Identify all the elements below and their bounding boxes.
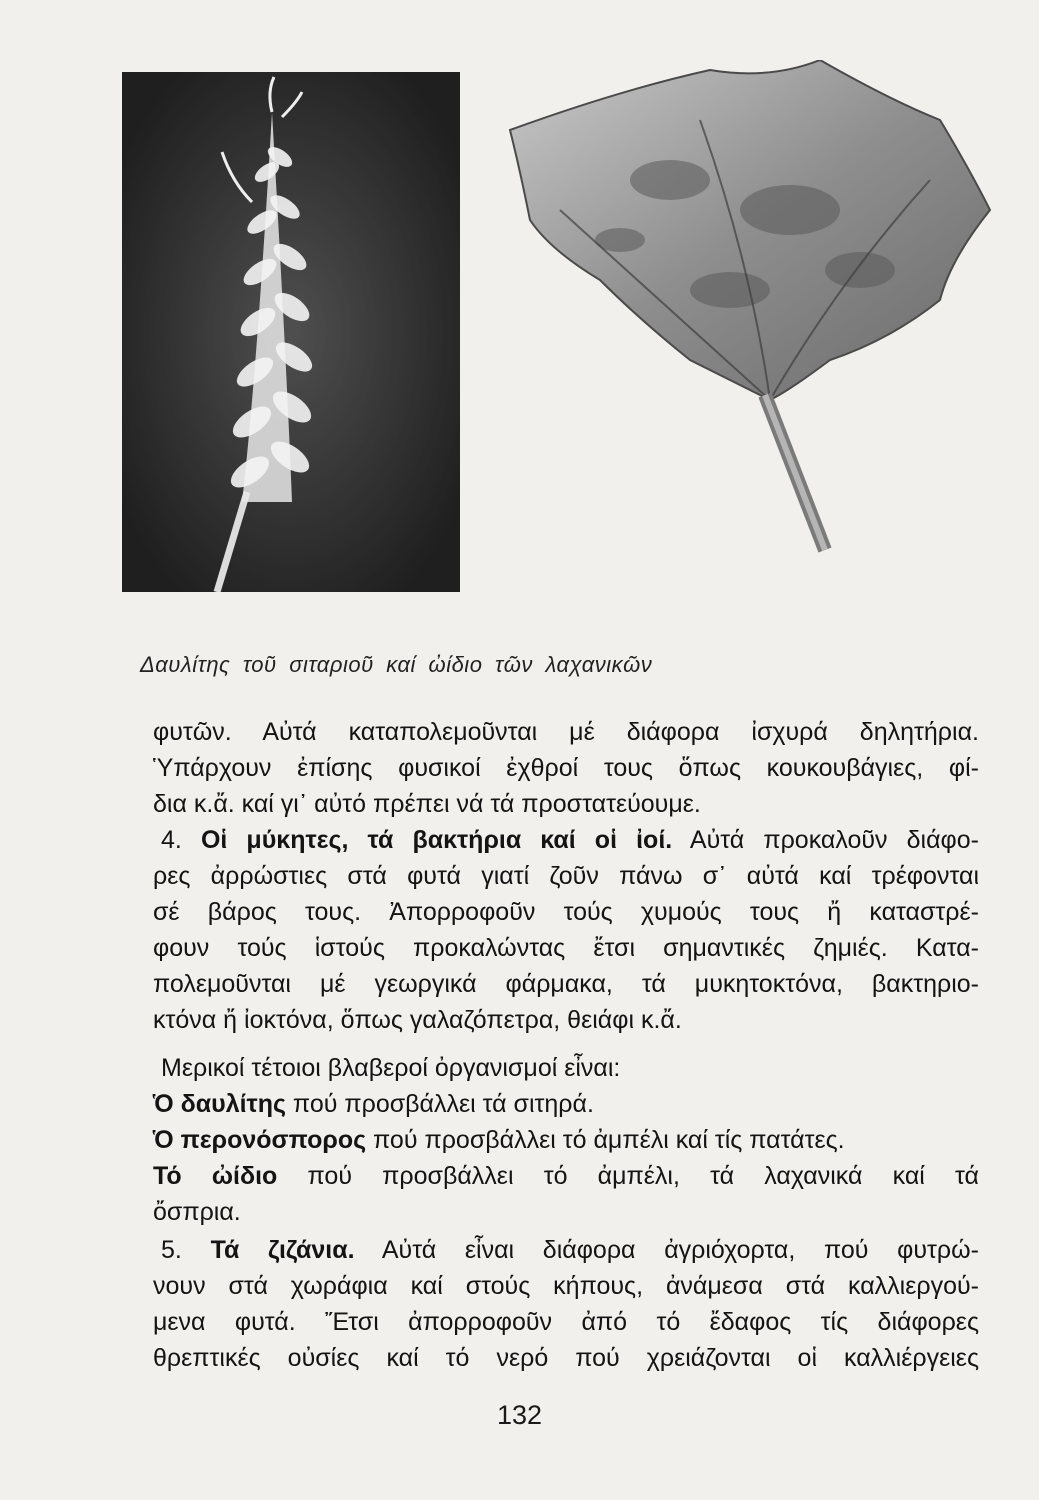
- list-item: [153, 1158, 979, 1194]
- text-line: φουν τούς ἱστούς προκαλώντας ἔτσι σημαντικές ζημιές. Κατα-: [153, 934, 979, 962]
- text-line: δια κ.ἄ. καί γι᾽ αὐτό πρέπει νά τά προστατεύουμε.: [153, 790, 701, 818]
- text-line: νουν στά χωράφια καί στούς κήπους, ἀνάμεσα στά καλλιεργού-: [153, 1272, 979, 1300]
- text-line: θρεπτικές οὐσίες καί τό νερό πού χρειάζονται οἱ καλλιέργειες: [153, 1344, 979, 1372]
- wheat-smut-photo: [122, 72, 460, 592]
- list-text: πού προσβάλλει τό ἀμπέλι, τά λαχανικά καί τά: [277, 1162, 979, 1190]
- list-intro: Μερικοί τέτοιοι βλαβεροί ὀργανισμοί εἶναι:: [161, 1054, 621, 1082]
- list-item: [153, 1086, 979, 1122]
- section-heading: Οἱ μύκητες, τά βακτήρια καί οἱ ἰοί.: [200, 826, 673, 854]
- text-line: Ὑπάρχουν ἐπίσης φυσικοί ἐχθροί τους ὅπως κουκουβάγιες, φί-: [153, 754, 979, 782]
- list-term: Τό ὠίδιο: [153, 1162, 278, 1190]
- text-line: φυτῶν. Αὐτά καταπολεμοῦνται μέ διάφορα ἰσχυρά δηλητήρια.: [153, 718, 979, 746]
- paragraph-weeds: [153, 1232, 979, 1376]
- list-text: πού προσβάλλει τό ἀμπέλι καί τίς πατάτες.: [366, 1126, 845, 1154]
- section-heading: Τά ζιζάνια.: [210, 1236, 355, 1264]
- text-line: πολεμοῦνται μέ γεωργικά φάρμακα, τά μυκητοκτόνα, βακτηριο-: [153, 970, 979, 998]
- text-fragment: Αὐτά προκαλοῦν διάφο-: [689, 826, 979, 854]
- mildew-leaf-photo: [470, 60, 1010, 560]
- paragraph-fungi-bacteria-viruses: [153, 822, 979, 1038]
- text-fragment: Αὐτά εἶναι διάφορα ἀγριόχορτα, πού φυτρώ-: [381, 1236, 979, 1264]
- wheat-ear-image: [122, 72, 460, 592]
- paragraph-pests-continuation: [153, 714, 979, 822]
- page-number: 132: [496, 1400, 543, 1430]
- list-text: πού προσβάλλει τά σιτηρά.: [285, 1090, 594, 1118]
- list-term: Ὁ δαυλίτης: [153, 1090, 286, 1118]
- list-item: [153, 1122, 979, 1158]
- text-line: ὄσπρια.: [153, 1198, 241, 1226]
- text-line: [153, 822, 979, 858]
- section-number: 4.: [161, 826, 182, 854]
- text-line: κτόνα ἤ ἰοκτόνα, ὅπως γαλαζόπετρα, θειάφι κ.ἄ.: [153, 1006, 682, 1034]
- figure-caption: Δαυλίτης τοῦ σιταριοῦ καί ὠίδιο τῶν λαχανικῶν: [140, 652, 653, 677]
- harmful-organisms-list: [153, 1050, 979, 1230]
- section-number: 5.: [161, 1236, 182, 1264]
- text-line: ρες ἀρρώστιες στά φυτά γιατί ζοῦν πάνω σ᾽ αὐτά καί τρέφονται: [153, 862, 979, 890]
- list-term: Ὁ περονόσπορος: [153, 1126, 367, 1154]
- text-line: σέ βάρος τους. Ἀπορροφοῦν τούς χυμούς τους ἤ καταστρέ-: [153, 898, 979, 926]
- text-line: [153, 1232, 979, 1268]
- leaf-image: [470, 60, 1010, 560]
- text-line: μενα φυτά. Ἔτσι ἀπορροφοῦν ἀπό τό ἔδαφος τίς διάφορες: [153, 1308, 979, 1336]
